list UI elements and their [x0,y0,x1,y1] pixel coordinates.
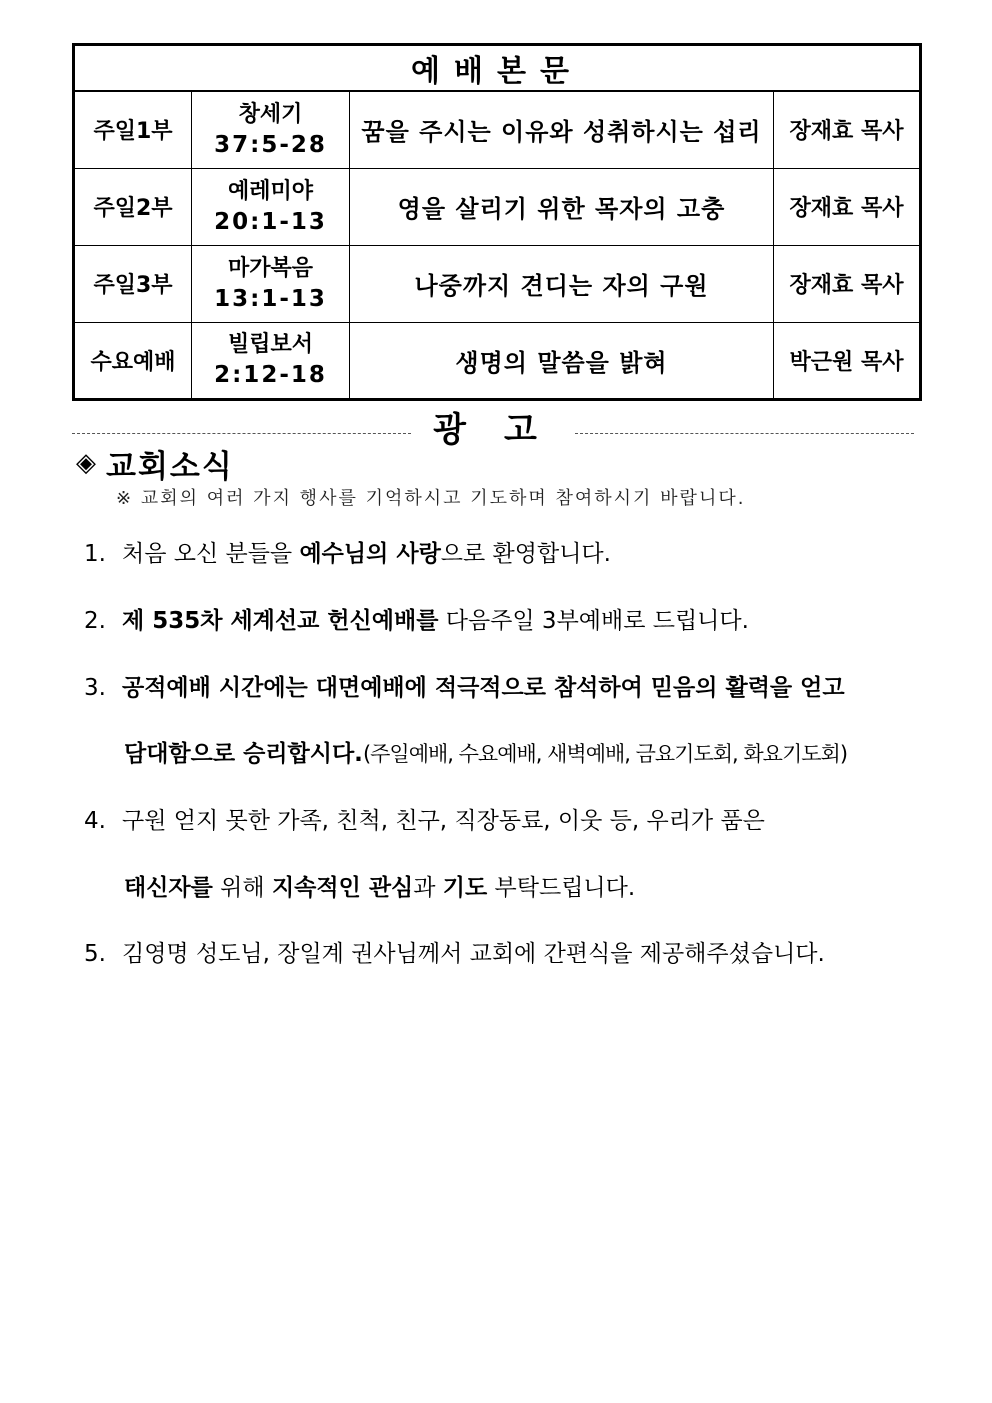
list-item-continuation [124,738,847,771]
table-row [74,322,921,399]
scripture [192,168,350,245]
item-number: 4. [84,808,106,834]
item-text: 위해 [212,875,272,901]
scripture-ref: 13:1-13 [214,285,327,312]
item-text: 처음 오신 분들을 [122,541,300,567]
diamond-icon: ◈ [76,448,96,478]
service-name: 수요예배 [74,322,192,399]
table-row [74,245,921,322]
item-text-emphasis: 제 535차 세계선교 헌신예배를 [122,608,439,634]
scripture-ref: 2:12-18 [214,362,327,388]
list-item [84,672,845,705]
list-item [84,605,749,638]
service-name: 주일3부 [74,245,192,322]
item-text-emphasis: 예수님의 사랑 [299,541,441,567]
item-text: 부탁드립니다. [487,875,636,901]
item-text: 다음주일 3부예배로 드립니다. [438,608,749,634]
sermon-title: 꿈을 주시는 이유와 성취하시는 섭리 [350,91,774,168]
scripture-book: 마가복음 [227,255,313,281]
item-text-emphasis: 기도 [442,875,488,901]
preacher: 장재효 목사 [774,91,921,168]
scripture-ref: 20:1-13 [214,208,327,235]
preacher: 장재효 목사 [774,245,921,322]
worship-scripture-table [72,43,922,401]
scripture [192,322,350,399]
table-row [74,168,921,245]
scripture [192,91,350,168]
item-number: 3. [84,675,106,701]
preacher: 장재효 목사 [774,168,921,245]
service-name: 주일2부 [74,168,192,245]
table-title: 예배본문 [74,45,921,92]
scripture [192,245,350,322]
item-text: 김영명 성도님, 장일계 권사님께서 교회에 간편식을 제공해주셨습니다. [122,941,825,967]
list-item-continuation [124,872,635,905]
scripture-book: 창세기 [238,101,303,127]
item-text-emphasis: 지속적인 관심 [271,875,414,901]
news-heading [76,443,234,483]
list-item [84,938,825,971]
item-number: 5. [84,941,106,967]
sermon-title: 나중까지 견디는 자의 구원 [350,245,774,322]
item-text-emphasis: 담대함으로 승리합시다. [124,741,363,767]
item-text: 으로 환영합니다. [440,541,611,567]
news-note: ※ 교회의 여러 가지 행사를 기억하시고 기도하며 참여하시기 바랍니다. [116,488,746,509]
item-text: 구원 얻지 못한 가족, 친척, 친구, 직장동료, 이웃 등, 우리가 품은 [122,808,765,834]
item-text: 과 [413,875,443,901]
ads-title: 광고 [433,409,575,450]
preacher: 박근원 목사 [774,322,921,399]
table-row [74,91,921,168]
scripture-book: 예레미야 [227,178,313,204]
item-number: 1. [84,541,106,567]
item-text: (주일예배, 수요예배, 새벽예배, 금요기도회, 화요기도회) [362,742,848,766]
divider [575,433,914,434]
item-number: 2. [84,608,106,634]
service-name: 주일1부 [74,91,192,168]
news-title: 교회소식 [106,448,234,485]
scripture-ref: 37:5-28 [214,131,327,158]
sermon-title: 생명의 말씀을 밝혀 [350,322,774,399]
sermon-title: 영을 살리기 위한 목자의 고충 [350,168,774,245]
divider [72,433,411,434]
list-item [84,805,765,838]
item-text-emphasis: 공적예배 시간에는 대면예배에 적극적으로 참석하여 믿음의 활력을 얻고 [122,675,845,701]
scripture-book: 빌립보서 [227,332,313,357]
list-item [84,538,611,571]
item-text-emphasis: 태신자를 [124,875,213,901]
